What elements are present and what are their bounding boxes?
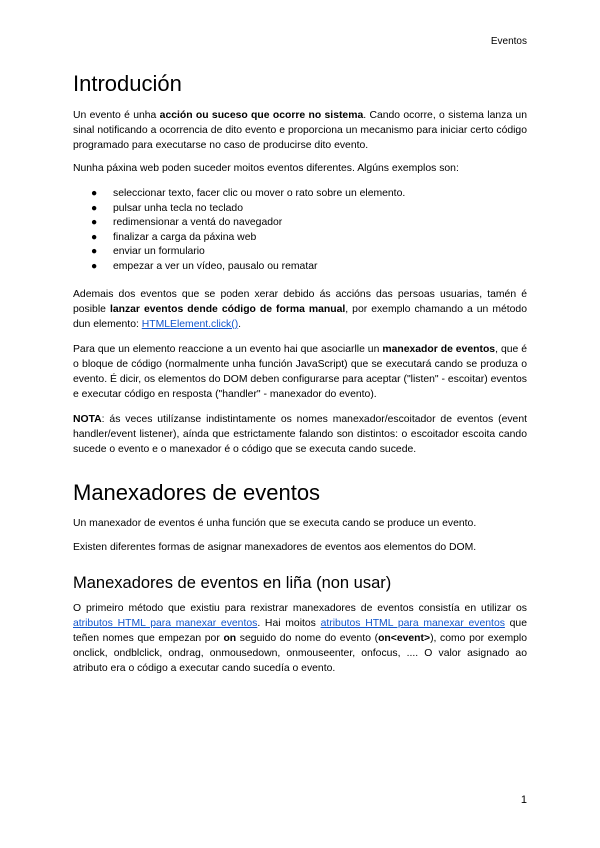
html-event-attributes-link-2[interactable]: atributos HTML para manexar eventos — [320, 617, 505, 629]
list-item — [91, 187, 527, 202]
bullet-icon: ● — [91, 231, 98, 243]
list-item — [91, 202, 527, 217]
bold-text: on<event> — [378, 632, 431, 644]
document-body — [73, 70, 527, 676]
bold-text: on — [223, 632, 237, 644]
text: ), como por exemplo onclick, ondblclick, ondrag, onmousedown, onmouseenter, onfocus, .... O valor asignado ao atributo era o código a executar cando sucedía o evento. — [73, 632, 527, 674]
text: Un evento é unha — [73, 110, 160, 121]
intro-paragraph-1 — [73, 108, 527, 153]
bullet-icon: ● — [91, 217, 98, 229]
note-label: NOTA — [73, 413, 102, 425]
inline-paragraph — [73, 601, 527, 676]
text: , por exemplo chamando a un método dun elemento: — [73, 303, 527, 330]
bullet-icon: ● — [91, 202, 98, 214]
bullet-icon: ● — [91, 246, 98, 258]
heading-inline-handlers: Manexadores de eventos en liña (non usar) — [73, 573, 392, 592]
list-item-text: empezar a ver un vídeo, pausalo ou rematar — [113, 260, 318, 272]
html-event-attributes-link[interactable]: atributos HTML para manexar eventos — [73, 617, 258, 629]
handlers-paragraph-2: Existen diferentes formas de asignar manexadores de eventos aos elementos do DOM. — [73, 541, 477, 553]
examples-list — [73, 187, 527, 275]
bullet-icon: ● — [91, 188, 98, 199]
list-item-text: seleccionar texto, facer clic ou mover o rato sobre un elemento. — [113, 188, 406, 199]
text: O primeiro método que existiu para rexistrar manexadores de eventos consistía en utilizar os — [73, 602, 527, 614]
text: seguido do nome do evento ( — [236, 632, 379, 644]
intro-paragraph-2: Nunha páxina web poden suceder moitos eventos diferentes. Algúns exemplos son: — [73, 163, 459, 174]
text: . — [238, 318, 242, 330]
bullet-icon: ● — [91, 260, 98, 272]
list-item — [91, 216, 527, 231]
heading-manexadores: Manexadores de eventos — [73, 479, 321, 505]
list-item-text: redimensionar a ventá do navegador — [113, 217, 283, 229]
text: . Cando ocorre, o sistema lanza un sinal notificando a ocorrencia de dito evento e proporciona un mecanismo para iniciar certo código programado para executarse no caso de producirse dito evento. — [73, 110, 527, 151]
heading-introducion: Introdución — [73, 71, 182, 96]
handlers-paragraph-1: Un manexador de eventos é unha función que se executa cando se produce un evento. — [73, 517, 477, 529]
list-item — [91, 231, 527, 246]
text: . Hai moitos — [257, 617, 321, 629]
text: , que é o bloque de código (normalmente unha función JavaScript) que se executará cando se produza o evento. É dicir, os elementos do DOM deben configurarse para aceptar ("listen" - escoitar) eventos e executar código en resposta ("handler" - manexador do evento). — [73, 343, 528, 400]
text: que teñen nomes que empezan por — [73, 617, 527, 644]
htmlelement-click-link[interactable]: HTMLElement.click() — [141, 318, 239, 330]
list-item-text: finalizar a carga da páxina web — [113, 231, 257, 243]
bold-text: lanzar eventos dende código de forma manual — [109, 303, 346, 315]
list-item — [91, 260, 527, 275]
bold-text: acción ou suceso que ocorre no sistema — [159, 110, 364, 121]
bold-text: manexador de eventos — [382, 343, 496, 355]
page-number: 1 — [520, 794, 527, 806]
text: : ás veces utilízanse indistintamente os nomes manexador/escoitador de eventos (event handler/event listener), aínda que estrictamente falando son distintos: o escoitador escoita cando sucede o evento e o manexador é o código que se executa cando sucede. — [73, 413, 527, 455]
intro-paragraph-4 — [73, 342, 527, 402]
page-header: Eventos — [490, 36, 527, 47]
list-item-text: enviar un formulario — [113, 246, 205, 258]
text: Para que un elemento reaccione a un evento hai que asociarlle un — [73, 343, 383, 355]
text: Ademais dos eventos que se poden xerar debido ás accións das persoas usuarias, tamén é posible — [73, 288, 527, 315]
note-paragraph — [73, 412, 527, 457]
list-item-text: pulsar unha tecla no teclado — [113, 202, 243, 214]
list-item — [91, 245, 527, 260]
intro-paragraph-3 — [73, 287, 527, 332]
